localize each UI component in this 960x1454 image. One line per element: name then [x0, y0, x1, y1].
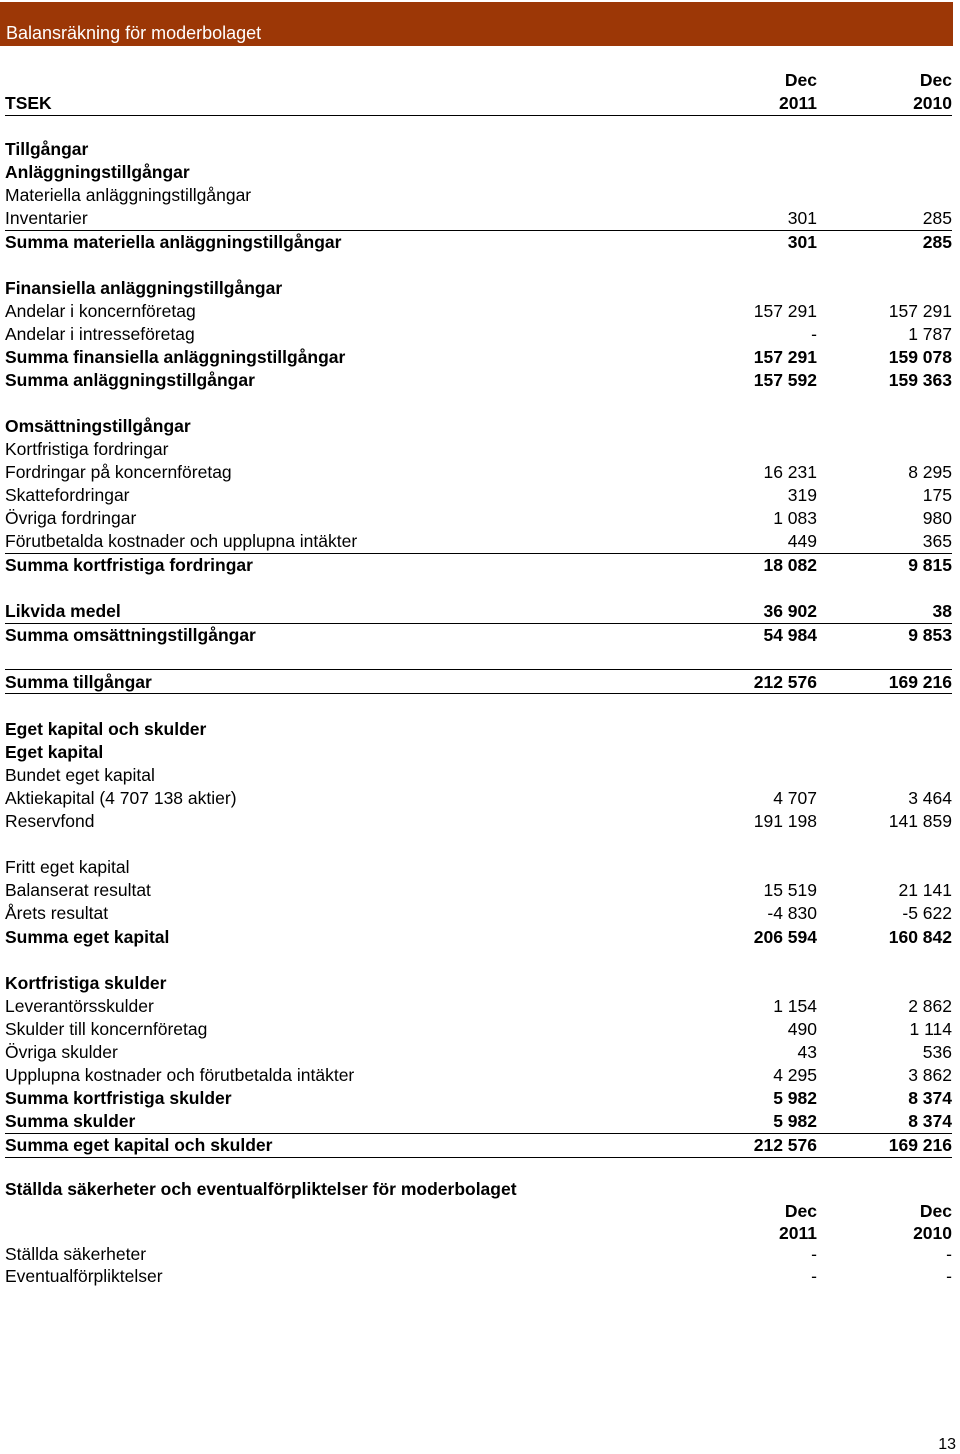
page-number: 13	[938, 1436, 956, 1453]
table-row	[5, 927, 952, 950]
row-value-2011: -	[811, 1266, 817, 1286]
pledges-col1-month: Dec	[784, 1201, 817, 1221]
row-value-2011: 5 982	[773, 1088, 817, 1108]
table-row	[5, 1266, 952, 1289]
row-value-2011: 301	[787, 208, 817, 228]
row-label: Kortfristiga fordringar	[5, 439, 169, 459]
row-label: Summa finansiella anläggningstillgångar	[5, 347, 346, 367]
row-label: Tillgångar	[5, 139, 89, 159]
row-value-2010: 285	[922, 208, 952, 228]
row-value-2010: 169 216	[888, 672, 952, 692]
table-row	[5, 1135, 952, 1158]
row-label: Summa skulder	[5, 1111, 136, 1131]
table-row	[5, 788, 952, 811]
table-row	[5, 531, 952, 554]
row-value-2011: -	[811, 1244, 817, 1264]
row-value-2011: 157 291	[753, 347, 817, 367]
table-row	[5, 719, 952, 742]
divider	[5, 553, 952, 554]
table-row	[5, 742, 952, 765]
row-label: Skulder till koncernföretag	[5, 1019, 208, 1039]
pledges-title-row	[5, 1179, 952, 1202]
col2-month: Dec	[919, 70, 952, 90]
table-row	[5, 1019, 952, 1042]
row-value-2011: -4 830	[767, 903, 817, 923]
table-row	[5, 162, 952, 185]
row-label: Summa eget kapital	[5, 927, 170, 947]
row-value-2010: 8 374	[908, 1111, 952, 1131]
row-value-2011: 206 594	[753, 927, 817, 947]
divider	[5, 1157, 952, 1158]
row-label: Summa tillgångar	[5, 672, 152, 692]
row-value-2010: 169 216	[888, 1135, 952, 1155]
row-value-2011: 319	[787, 485, 817, 505]
row-label: Likvida medel	[5, 601, 121, 621]
row-label: Summa eget kapital och skulder	[5, 1135, 273, 1155]
row-label: Fritt eget kapital	[5, 857, 130, 877]
row-value-2010: 9 853	[908, 625, 952, 645]
row-value-2011: 1 154	[773, 996, 817, 1016]
row-value-2010: 3 862	[908, 1065, 952, 1085]
row-label: Summa kortfristiga fordringar	[5, 555, 253, 575]
row-label: Eget kapital och skulder	[5, 719, 207, 739]
col1-year: 2011	[779, 93, 817, 113]
row-value-2011: 212 576	[753, 672, 817, 692]
row-value-2010: 159 078	[888, 347, 952, 367]
table-row	[5, 301, 952, 324]
row-value-2011: 15 519	[763, 880, 817, 900]
row-label: Upplupna kostnader och förutbetalda intäkter	[5, 1065, 355, 1085]
row-label: Övriga fordringar	[5, 508, 137, 528]
row-label: Inventarier	[5, 208, 88, 228]
table-row	[5, 208, 952, 231]
col2-year: 2010	[913, 93, 952, 113]
row-label: Årets resultat	[5, 903, 109, 923]
table-row	[5, 1111, 952, 1134]
unit-label: TSEK	[5, 93, 52, 113]
row-label: Finansiella anläggningstillgångar	[5, 278, 283, 298]
row-value-2010: 980	[922, 508, 952, 528]
table-row	[5, 185, 952, 208]
row-label: Ställda säkerheter	[5, 1244, 147, 1264]
row-value-2011: 157 291	[753, 301, 817, 321]
divider	[5, 1133, 952, 1134]
row-value-2010: 157 291	[888, 301, 952, 321]
column-header-month-row	[5, 70, 952, 93]
table-row	[5, 811, 952, 834]
row-label: Summa anläggningstillgångar	[5, 370, 255, 390]
row-value-2010: 285	[922, 232, 952, 252]
header-divider	[5, 115, 952, 116]
divider	[5, 623, 952, 624]
row-label: Bundet eget kapital	[5, 765, 155, 785]
row-label: Omsättningstillgångar	[5, 416, 191, 436]
pledges-header-year-row	[5, 1223, 952, 1246]
row-value-2011: 301	[787, 232, 817, 252]
row-value-2010: 1 787	[908, 324, 952, 344]
row-label: Summa kortfristiga skulder	[5, 1088, 232, 1108]
row-value-2010: -5 622	[902, 903, 952, 923]
row-value-2010: 8 374	[908, 1088, 952, 1108]
pledges-header-month-row	[5, 1201, 952, 1224]
row-value-2010: 159 363	[888, 370, 952, 390]
row-value-2010: 141 859	[888, 811, 952, 831]
report-title: Balansräkning för moderbolaget	[6, 23, 262, 43]
table-row	[5, 278, 952, 301]
row-value-2010: 21 141	[898, 880, 952, 900]
table-row	[5, 485, 952, 508]
table-row	[5, 672, 952, 695]
row-value-2011: 16 231	[763, 462, 817, 482]
table-row	[5, 1088, 952, 1111]
row-value-2011: 4 295	[773, 1065, 817, 1085]
row-value-2010: 160 842	[888, 927, 952, 947]
pledges-col1-year: 2011	[779, 1223, 817, 1243]
row-label: Balanserat resultat	[5, 880, 151, 900]
row-value-2011: 1 083	[773, 508, 817, 528]
row-value-2010: 175	[922, 485, 952, 505]
row-label: Eventualförpliktelser	[5, 1266, 163, 1286]
divider	[5, 230, 952, 231]
table-row	[5, 555, 952, 578]
pledges-col2-year: 2010	[913, 1223, 952, 1243]
row-label: Andelar i koncernföretag	[5, 301, 196, 321]
report-title-bar	[0, 2, 953, 46]
row-value-2010: 1 114	[909, 1019, 952, 1039]
table-row	[5, 903, 952, 926]
row-value-2011: 449	[787, 531, 817, 551]
table-row	[5, 857, 952, 880]
row-label: Förutbetalda kostnader och upplupna intäkter	[5, 531, 358, 551]
row-value-2011: 490	[787, 1019, 817, 1039]
row-value-2011: 18 082	[763, 555, 817, 575]
row-value-2010: 536	[922, 1042, 952, 1062]
table-row	[5, 973, 952, 996]
divider	[5, 693, 952, 694]
row-value-2010: 2 862	[908, 996, 952, 1016]
row-value-2011: 36 902	[763, 601, 817, 621]
row-value-2010: -	[946, 1244, 952, 1264]
col1-month: Dec	[784, 70, 817, 90]
row-label: Aktiekapital (4 707 138 aktier)	[5, 788, 237, 808]
row-value-2010: -	[946, 1266, 952, 1286]
table-row	[5, 139, 952, 162]
row-value-2010: 8 295	[908, 462, 952, 482]
table-row	[5, 508, 952, 531]
row-label: Leverantörsskulder	[5, 996, 154, 1016]
table-row	[5, 347, 952, 370]
row-value-2011: 212 576	[753, 1135, 817, 1155]
table-row	[5, 462, 952, 485]
table-row	[5, 625, 952, 648]
row-value-2011: 5 982	[773, 1111, 817, 1131]
table-row	[5, 880, 952, 903]
row-value-2010: 9 815	[908, 555, 952, 575]
row-value-2011: 157 592	[753, 370, 817, 390]
table-row	[5, 439, 952, 462]
table-row	[5, 324, 952, 347]
table-row	[5, 765, 952, 788]
row-label: Fordringar på koncernföretag	[5, 462, 232, 482]
row-label: Summa materiella anläggningstillgångar	[5, 232, 342, 252]
row-label: Summa omsättningstillgångar	[5, 625, 256, 645]
pledges-col2-month: Dec	[919, 1201, 952, 1221]
table-row	[5, 1065, 952, 1088]
table-row	[5, 232, 952, 255]
row-label: Eget kapital	[5, 742, 104, 762]
row-value-2011: 191 198	[753, 811, 817, 831]
table-row	[5, 370, 952, 393]
table-row	[5, 1244, 952, 1267]
row-value-2011: 4 707	[773, 788, 817, 808]
table-row	[5, 996, 952, 1019]
table-row	[5, 416, 952, 439]
row-label: Anläggningstillgångar	[5, 162, 190, 182]
table-row	[5, 601, 952, 624]
row-label: Andelar i intresseföretag	[5, 324, 195, 344]
row-label: Skattefordringar	[5, 485, 130, 505]
table-row	[5, 1042, 952, 1065]
row-value-2011: 43	[797, 1042, 817, 1062]
row-label: Övriga skulder	[5, 1042, 118, 1062]
row-label: Reservfond	[5, 811, 95, 831]
row-value-2010: 365	[922, 531, 952, 551]
row-value-2011: -	[811, 324, 817, 344]
row-value-2010: 3 464	[908, 788, 952, 808]
row-label: Materiella anläggningstillgångar	[5, 185, 252, 205]
row-value-2010: 38	[932, 601, 952, 621]
column-header-year-row	[5, 93, 952, 116]
row-value-2011: 54 984	[763, 625, 817, 645]
pledges-title: Ställda säkerheter och eventualförpliktelser för moderbolaget	[5, 1179, 517, 1199]
divider	[5, 669, 952, 670]
row-label: Kortfristiga skulder	[5, 973, 167, 993]
